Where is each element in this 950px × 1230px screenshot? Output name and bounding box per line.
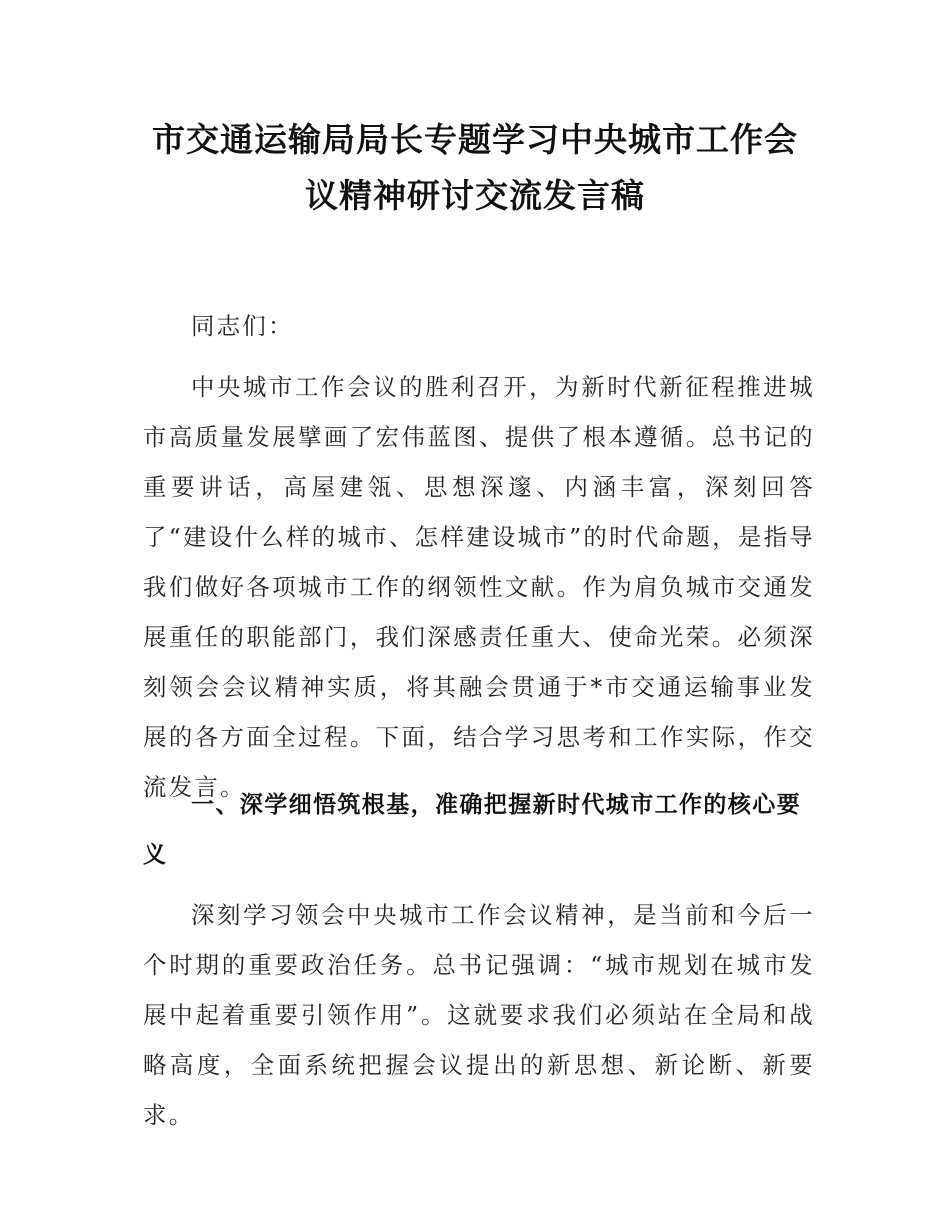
paragraph-section-1: 深刻学习领会中央城市工作会议精神，是当前和今后一个时期的重要政治任务。总书记强调：“城市规划在城市发展中起着重要引领作用”。这就要求我们必须站在全局和战略高度，全面系统把握会议提出的新思想、新论断、新要求。 [143,901,815,1129]
document-title [100,112,850,224]
title-line-1: 市交通运输局局长专题学习中央城市工作会 [152,120,798,159]
salutation: 同志们： [191,312,294,340]
paragraph-intro: 中央城市工作会议的胜利召开，为新时代新征程推进城市高质量发展擘画了宏伟蓝图、提供了根本遵循。总书记的重要讲话，高屋建瓴、思想深邃、内涵丰富，深刻回答了“建设什么样的城市、怎样建设城市”的时代命题，是指导我们做好各项城市工作的纲领性文献。作为肩负城市交通发展重任的职能部门，我们深感责任重大、使命光荣。必须深刻领会会议精神实质，将其融会贯通于*市交通运输事业发展的各方面全过程。下面，结合学习思考和工作实际，作交流发言。 [143,373,815,801]
title-line-2: 议精神研讨交流发言稿 [305,176,645,215]
section-heading-1: 一、深学细悟筑根基，准确把握新时代城市工作的核心要义 [143,792,801,868]
